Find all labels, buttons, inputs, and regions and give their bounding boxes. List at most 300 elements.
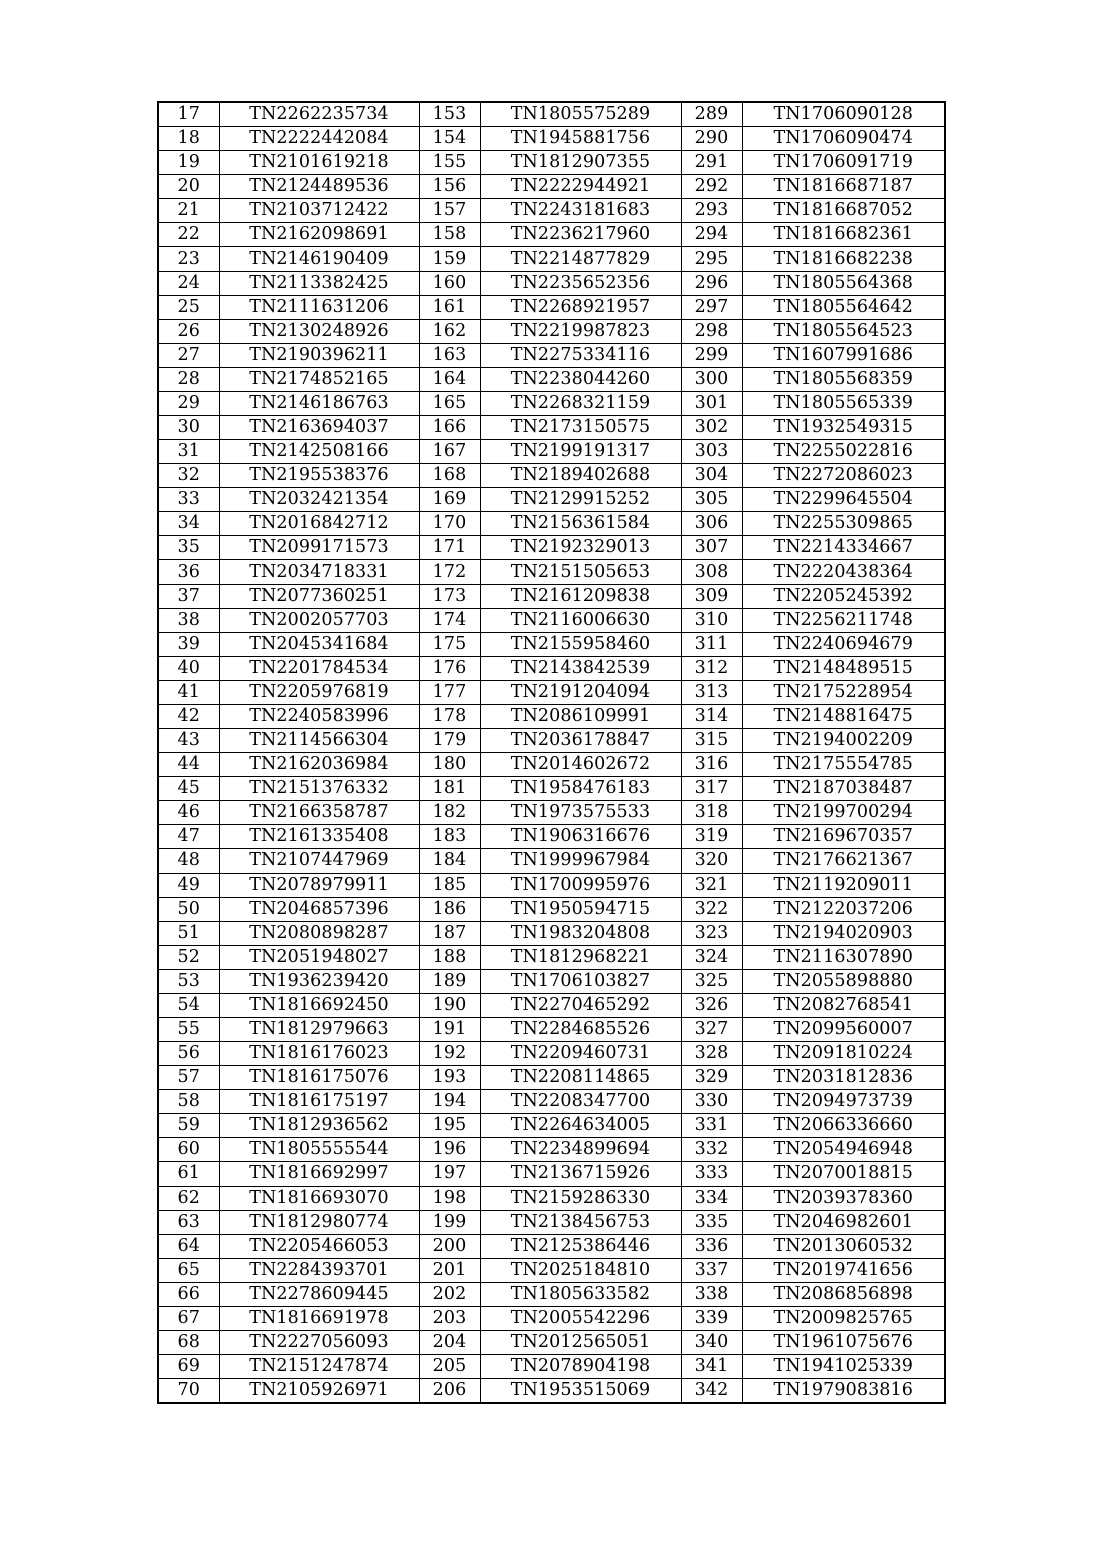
- row-number-1: 62: [158, 1186, 219, 1210]
- tracking-code-1: TN2002057703: [219, 608, 419, 632]
- tracking-code-1: TN2222442084: [219, 127, 419, 151]
- table-row: [158, 512, 945, 536]
- row-number-2: 173: [419, 584, 480, 608]
- table-row: [158, 175, 945, 199]
- tracking-code-2: TN1805633582: [480, 1282, 681, 1306]
- row-number-1: 28: [158, 367, 219, 391]
- tracking-code-2: TN2161209838: [480, 584, 681, 608]
- row-number-2: 188: [419, 945, 480, 969]
- tracking-code-1: TN2262235734: [219, 102, 419, 127]
- tracking-code-2: TN2129915252: [480, 488, 681, 512]
- row-number-2: 162: [419, 319, 480, 343]
- table-row: [158, 295, 945, 319]
- tracking-code-1: TN2113382425: [219, 271, 419, 295]
- table-row: [158, 897, 945, 921]
- table-row: [158, 488, 945, 512]
- table-row: [158, 921, 945, 945]
- tracking-code-1: TN2161335408: [219, 825, 419, 849]
- tracking-code-2: TN2284685526: [480, 1017, 681, 1041]
- tracking-code-2: TN2270465292: [480, 993, 681, 1017]
- tracking-code-2: TN2012565051: [480, 1330, 681, 1354]
- table-row: [158, 319, 945, 343]
- row-number-3: 323: [681, 921, 742, 945]
- row-number-1: 22: [158, 223, 219, 247]
- table-row: [158, 343, 945, 367]
- row-number-1: 33: [158, 488, 219, 512]
- table-row: [158, 223, 945, 247]
- row-number-2: 157: [419, 199, 480, 223]
- tracking-code-3: TN1941025339: [742, 1355, 945, 1379]
- tracking-code-2: TN1953515069: [480, 1379, 681, 1404]
- tracking-code-3: TN1706091719: [742, 151, 945, 175]
- row-number-2: 192: [419, 1042, 480, 1066]
- row-number-3: 295: [681, 247, 742, 271]
- table-row: [158, 199, 945, 223]
- row-number-3: 296: [681, 271, 742, 295]
- tracking-code-2: TN2036178847: [480, 729, 681, 753]
- tracking-code-1: TN2114566304: [219, 729, 419, 753]
- tracking-code-2: TN2151505653: [480, 560, 681, 584]
- tracking-code-1: TN2078979911: [219, 873, 419, 897]
- row-number-3: 332: [681, 1138, 742, 1162]
- tracking-code-3: TN1607991686: [742, 343, 945, 367]
- tracking-code-3: TN1816687187: [742, 175, 945, 199]
- row-number-1: 50: [158, 897, 219, 921]
- tracking-code-3: TN1816682238: [742, 247, 945, 271]
- tracking-code-1: TN2166358787: [219, 801, 419, 825]
- tracking-code-2: TN1945881756: [480, 127, 681, 151]
- table-row: [158, 1017, 945, 1041]
- row-number-1: 69: [158, 1355, 219, 1379]
- tracking-code-1: TN2151376332: [219, 777, 419, 801]
- row-number-3: 315: [681, 729, 742, 753]
- tracking-code-1: TN1816691978: [219, 1306, 419, 1330]
- table-row: [158, 367, 945, 391]
- row-number-1: 36: [158, 560, 219, 584]
- row-number-1: 31: [158, 440, 219, 464]
- row-number-2: 161: [419, 295, 480, 319]
- table-row: [158, 584, 945, 608]
- tracking-code-2: TN2214877829: [480, 247, 681, 271]
- row-number-3: 306: [681, 512, 742, 536]
- row-number-2: 205: [419, 1355, 480, 1379]
- row-number-3: 300: [681, 367, 742, 391]
- row-number-1: 66: [158, 1282, 219, 1306]
- tracking-code-3: TN2214334667: [742, 536, 945, 560]
- tracking-code-3: TN2187038487: [742, 777, 945, 801]
- tracking-code-3: TN2086856898: [742, 1282, 945, 1306]
- tracking-code-1: TN2016842712: [219, 512, 419, 536]
- row-number-1: 53: [158, 969, 219, 993]
- row-number-3: 334: [681, 1186, 742, 1210]
- row-number-3: 328: [681, 1042, 742, 1066]
- tracking-code-3: TN2148816475: [742, 704, 945, 728]
- tracking-code-1: TN1816175197: [219, 1090, 419, 1114]
- row-number-2: 181: [419, 777, 480, 801]
- row-number-1: 45: [158, 777, 219, 801]
- tracking-code-1: TN1816693070: [219, 1186, 419, 1210]
- table-row: [158, 464, 945, 488]
- tracking-code-1: TN2142508166: [219, 440, 419, 464]
- row-number-3: 301: [681, 391, 742, 415]
- row-number-2: 166: [419, 416, 480, 440]
- tracking-code-1: TN2205466053: [219, 1234, 419, 1258]
- row-number-1: 54: [158, 993, 219, 1017]
- tracking-code-2: TN1983204808: [480, 921, 681, 945]
- table-row: [158, 1162, 945, 1186]
- tracking-code-2: TN2125386446: [480, 1234, 681, 1258]
- tracking-code-3: TN2175228954: [742, 680, 945, 704]
- row-number-1: 61: [158, 1162, 219, 1186]
- tracking-code-2: TN1950594715: [480, 897, 681, 921]
- row-number-3: 335: [681, 1210, 742, 1234]
- row-number-2: 156: [419, 175, 480, 199]
- row-number-2: 153: [419, 102, 480, 127]
- table-row: [158, 656, 945, 680]
- tracking-code-3: TN2116307890: [742, 945, 945, 969]
- tracking-code-2: TN2268321159: [480, 391, 681, 415]
- row-number-1: 35: [158, 536, 219, 560]
- tracking-code-3: TN1805564642: [742, 295, 945, 319]
- row-number-3: 320: [681, 849, 742, 873]
- tracking-code-1: TN2032421354: [219, 488, 419, 512]
- tracking-code-3: TN2194020903: [742, 921, 945, 945]
- tracking-code-3: TN2055898880: [742, 969, 945, 993]
- row-number-3: 321: [681, 873, 742, 897]
- table-row: [158, 1090, 945, 1114]
- row-number-3: 331: [681, 1114, 742, 1138]
- row-number-2: 165: [419, 391, 480, 415]
- row-number-2: 175: [419, 632, 480, 656]
- row-number-3: 299: [681, 343, 742, 367]
- row-number-2: 199: [419, 1210, 480, 1234]
- tracking-code-1: TN2051948027: [219, 945, 419, 969]
- tracking-code-2: TN1812968221: [480, 945, 681, 969]
- tracking-code-1: TN2151247874: [219, 1355, 419, 1379]
- tracking-code-1: TN1816176023: [219, 1042, 419, 1066]
- row-number-3: 297: [681, 295, 742, 319]
- tracking-code-1: TN2111631206: [219, 295, 419, 319]
- row-number-3: 330: [681, 1090, 742, 1114]
- row-number-3: 341: [681, 1355, 742, 1379]
- tracking-code-1: TN2205976819: [219, 680, 419, 704]
- row-number-1: 44: [158, 753, 219, 777]
- row-number-3: 318: [681, 801, 742, 825]
- row-number-3: 309: [681, 584, 742, 608]
- tracking-code-2: TN1906316676: [480, 825, 681, 849]
- row-number-3: 293: [681, 199, 742, 223]
- table-row: [158, 993, 945, 1017]
- row-number-2: 203: [419, 1306, 480, 1330]
- table-row: [158, 801, 945, 825]
- tracking-code-2: TN2235652356: [480, 271, 681, 295]
- tracking-code-1: TN1816175076: [219, 1066, 419, 1090]
- tracking-code-3: TN2082768541: [742, 993, 945, 1017]
- row-number-2: 187: [419, 921, 480, 945]
- row-number-3: 325: [681, 969, 742, 993]
- row-number-2: 194: [419, 1090, 480, 1114]
- tracking-code-2: TN2275334116: [480, 343, 681, 367]
- table-row: [158, 1282, 945, 1306]
- tracking-code-2: TN1812907355: [480, 151, 681, 175]
- row-number-1: 64: [158, 1234, 219, 1258]
- tracking-code-3: TN2039378360: [742, 1186, 945, 1210]
- table-row: [158, 1186, 945, 1210]
- table-row: [158, 729, 945, 753]
- table-row: [158, 777, 945, 801]
- row-number-2: 172: [419, 560, 480, 584]
- row-number-2: 167: [419, 440, 480, 464]
- row-number-3: 304: [681, 464, 742, 488]
- tracking-code-2: TN2159286330: [480, 1186, 681, 1210]
- tracking-code-2: TN2191204094: [480, 680, 681, 704]
- tracking-code-2: TN2156361584: [480, 512, 681, 536]
- row-number-2: 169: [419, 488, 480, 512]
- tracking-code-3: TN2054946948: [742, 1138, 945, 1162]
- row-number-1: 20: [158, 175, 219, 199]
- tracking-code-2: TN2014602672: [480, 753, 681, 777]
- row-number-1: 58: [158, 1090, 219, 1114]
- row-number-2: 177: [419, 680, 480, 704]
- table-row: [158, 102, 945, 127]
- tracking-code-1: TN2227056093: [219, 1330, 419, 1354]
- tracking-code-1: TN2146190409: [219, 247, 419, 271]
- table-row: [158, 849, 945, 873]
- row-number-1: 46: [158, 801, 219, 825]
- tracking-code-3: TN2009825765: [742, 1306, 945, 1330]
- row-number-2: 179: [419, 729, 480, 753]
- row-number-2: 196: [419, 1138, 480, 1162]
- row-number-2: 158: [419, 223, 480, 247]
- tracking-code-2: TN2222944921: [480, 175, 681, 199]
- row-number-2: 160: [419, 271, 480, 295]
- row-number-2: 163: [419, 343, 480, 367]
- table-row: [158, 1258, 945, 1282]
- table-row: [158, 1138, 945, 1162]
- table-row: [158, 825, 945, 849]
- row-number-2: 191: [419, 1017, 480, 1041]
- row-number-1: 51: [158, 921, 219, 945]
- table-row: [158, 1379, 945, 1404]
- tracking-code-3: TN2169670357: [742, 825, 945, 849]
- row-number-3: 310: [681, 608, 742, 632]
- tracking-code-1: TN2080898287: [219, 921, 419, 945]
- table-row: [158, 1210, 945, 1234]
- table-row: [158, 127, 945, 151]
- tracking-code-1: TN1805555544: [219, 1138, 419, 1162]
- table-row: [158, 945, 945, 969]
- row-number-3: 329: [681, 1066, 742, 1090]
- tracking-code-2: TN2136715926: [480, 1162, 681, 1186]
- tracking-code-2: TN2264634005: [480, 1114, 681, 1138]
- tracking-code-3: TN1805564368: [742, 271, 945, 295]
- tracking-code-3: TN2205245392: [742, 584, 945, 608]
- tracking-code-2: TN1706103827: [480, 969, 681, 993]
- tracking-code-2: TN2155958460: [480, 632, 681, 656]
- tracking-code-1: TN1812936562: [219, 1114, 419, 1138]
- row-number-1: 32: [158, 464, 219, 488]
- row-number-1: 34: [158, 512, 219, 536]
- table-row: [158, 1306, 945, 1330]
- row-number-3: 333: [681, 1162, 742, 1186]
- row-number-3: 319: [681, 825, 742, 849]
- row-number-2: 204: [419, 1330, 480, 1354]
- tracking-code-2: TN1958476183: [480, 777, 681, 801]
- row-number-3: 327: [681, 1017, 742, 1041]
- tracking-code-1: TN2124489536: [219, 175, 419, 199]
- tracking-code-3: TN2013060532: [742, 1234, 945, 1258]
- row-number-2: 190: [419, 993, 480, 1017]
- table-row: [158, 1114, 945, 1138]
- row-number-1: 68: [158, 1330, 219, 1354]
- tracking-code-2: TN2268921957: [480, 295, 681, 319]
- row-number-1: 25: [158, 295, 219, 319]
- row-number-3: 311: [681, 632, 742, 656]
- tracking-code-3: TN2066336660: [742, 1114, 945, 1138]
- tracking-code-3: TN2046982601: [742, 1210, 945, 1234]
- tracking-code-3: TN2299645504: [742, 488, 945, 512]
- tracking-code-2: TN2192329013: [480, 536, 681, 560]
- tracking-code-3: TN2148489515: [742, 656, 945, 680]
- row-number-2: 171: [419, 536, 480, 560]
- row-number-3: 336: [681, 1234, 742, 1258]
- row-number-1: 17: [158, 102, 219, 127]
- row-number-3: 303: [681, 440, 742, 464]
- tracking-code-1: TN2034718331: [219, 560, 419, 584]
- row-number-2: 202: [419, 1282, 480, 1306]
- tracking-code-1: TN1816692997: [219, 1162, 419, 1186]
- tracking-code-3: TN2175554785: [742, 753, 945, 777]
- tracking-code-1: TN2163694037: [219, 416, 419, 440]
- tracking-code-3: TN2094973739: [742, 1090, 945, 1114]
- row-number-1: 19: [158, 151, 219, 175]
- row-number-1: 70: [158, 1379, 219, 1404]
- tracking-code-3: TN1932549315: [742, 416, 945, 440]
- row-number-1: 67: [158, 1306, 219, 1330]
- table-row: [158, 440, 945, 464]
- row-number-2: 201: [419, 1258, 480, 1282]
- tracking-code-1: TN1812979663: [219, 1017, 419, 1041]
- tracking-code-1: TN2046857396: [219, 897, 419, 921]
- row-number-1: 65: [158, 1258, 219, 1282]
- row-number-2: 176: [419, 656, 480, 680]
- row-number-1: 23: [158, 247, 219, 271]
- tracking-code-3: TN2176621367: [742, 849, 945, 873]
- tracking-code-3: TN2255309865: [742, 512, 945, 536]
- row-number-3: 337: [681, 1258, 742, 1282]
- row-number-2: 154: [419, 127, 480, 151]
- table-row: [158, 632, 945, 656]
- row-number-2: 186: [419, 897, 480, 921]
- row-number-2: 197: [419, 1162, 480, 1186]
- row-number-2: 183: [419, 825, 480, 849]
- row-number-3: 326: [681, 993, 742, 1017]
- tracking-code-3: TN2199700294: [742, 801, 945, 825]
- tracking-code-2: TN2078904198: [480, 1355, 681, 1379]
- row-number-1: 41: [158, 680, 219, 704]
- row-number-1: 43: [158, 729, 219, 753]
- tracking-code-3: TN1816682361: [742, 223, 945, 247]
- table-row: [158, 1234, 945, 1258]
- row-number-1: 21: [158, 199, 219, 223]
- tracking-code-1: TN2240583996: [219, 704, 419, 728]
- row-number-3: 324: [681, 945, 742, 969]
- row-number-3: 291: [681, 151, 742, 175]
- row-number-1: 38: [158, 608, 219, 632]
- row-number-1: 48: [158, 849, 219, 873]
- row-number-3: 305: [681, 488, 742, 512]
- tracking-code-1: TN2278609445: [219, 1282, 419, 1306]
- tracking-code-2: TN2208347700: [480, 1090, 681, 1114]
- row-number-2: 155: [419, 151, 480, 175]
- tracking-code-3: TN1706090128: [742, 102, 945, 127]
- row-number-2: 182: [419, 801, 480, 825]
- tracking-code-1: TN2130248926: [219, 319, 419, 343]
- row-number-2: 193: [419, 1066, 480, 1090]
- tracking-code-3: TN1979083816: [742, 1379, 945, 1404]
- tracking-code-1: TN2190396211: [219, 343, 419, 367]
- row-number-2: 164: [419, 367, 480, 391]
- tracking-code-1: TN2201784534: [219, 656, 419, 680]
- row-number-3: 314: [681, 704, 742, 728]
- row-number-2: 198: [419, 1186, 480, 1210]
- tracking-code-1: TN2174852165: [219, 367, 419, 391]
- row-number-2: 159: [419, 247, 480, 271]
- row-number-3: 289: [681, 102, 742, 127]
- row-number-1: 56: [158, 1042, 219, 1066]
- row-number-2: 168: [419, 464, 480, 488]
- tracking-code-3: TN2194002209: [742, 729, 945, 753]
- row-number-3: 316: [681, 753, 742, 777]
- tracking-code-2: TN1700995976: [480, 873, 681, 897]
- table-row: [158, 969, 945, 993]
- table-row: [158, 536, 945, 560]
- row-number-2: 180: [419, 753, 480, 777]
- tracking-code-3: TN2099560007: [742, 1017, 945, 1041]
- tracking-code-3: TN2122037206: [742, 897, 945, 921]
- tracking-code-3: TN2091810224: [742, 1042, 945, 1066]
- row-number-3: 298: [681, 319, 742, 343]
- row-number-2: 185: [419, 873, 480, 897]
- tracking-code-2: TN2025184810: [480, 1258, 681, 1282]
- row-number-2: 174: [419, 608, 480, 632]
- row-number-3: 317: [681, 777, 742, 801]
- row-number-3: 340: [681, 1330, 742, 1354]
- tracking-code-2: TN2219987823: [480, 319, 681, 343]
- tracking-code-1: TN1816692450: [219, 993, 419, 1017]
- tracking-code-2: TN2234899694: [480, 1138, 681, 1162]
- row-number-1: 57: [158, 1066, 219, 1090]
- row-number-2: 200: [419, 1234, 480, 1258]
- tracking-code-2: TN2005542296: [480, 1306, 681, 1330]
- tracking-code-1: TN2077360251: [219, 584, 419, 608]
- row-number-1: 39: [158, 632, 219, 656]
- row-number-2: 184: [419, 849, 480, 873]
- tracking-code-3: TN2031812836: [742, 1066, 945, 1090]
- tracking-code-2: TN2209460731: [480, 1042, 681, 1066]
- tracking-code-3: TN1706090474: [742, 127, 945, 151]
- tracking-code-2: TN2238044260: [480, 367, 681, 391]
- table-row: [158, 1330, 945, 1354]
- row-number-1: 40: [158, 656, 219, 680]
- tracking-code-1: TN2101619218: [219, 151, 419, 175]
- table-row: [158, 151, 945, 175]
- table-row: [158, 753, 945, 777]
- tracking-code-2: TN1805575289: [480, 102, 681, 127]
- row-number-3: 302: [681, 416, 742, 440]
- row-number-1: 49: [158, 873, 219, 897]
- row-number-2: 178: [419, 704, 480, 728]
